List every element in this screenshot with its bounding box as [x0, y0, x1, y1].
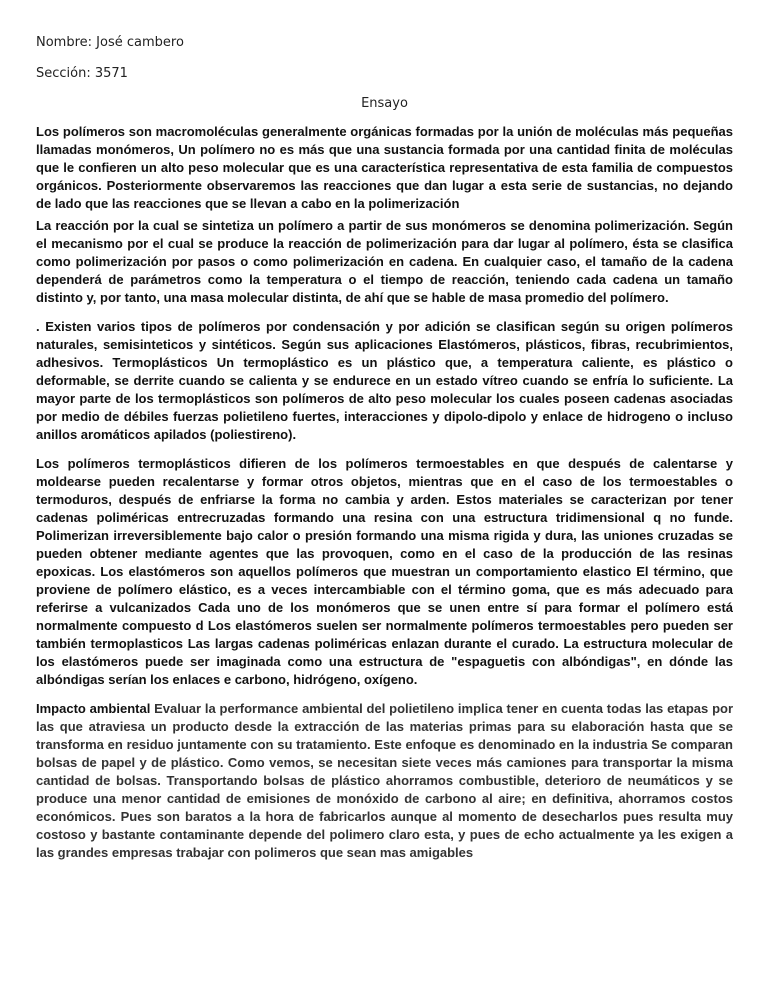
student-name: Nombre: José cambero [36, 35, 184, 50]
paragraph-environmental-impact [36, 700, 733, 862]
paragraph-intro: Los polímeros son macromoléculas generalmente orgánicas formadas por la unión de moléculas más pequeñas llamadas monómeros, Un polímero no es más que una sustancia formada por una cantidad finita de moléculas que le confieren un alto peso molecular que es una característica representativa de esta familia de compuestos orgánicos. Posteriormente observaremos las reacciones que dan lugar a esta serie de sustancias, no dejando de lado que las reacciones que se llevan a cabo en la polimerización [36, 124, 733, 211]
document-title: Ensayo [361, 96, 408, 111]
section-number: Sección: 3571 [36, 66, 128, 81]
paragraph-types: . Existen varios tipos de polímeros por condensación y por adición se clasifican según su origen polímeros naturales, semisinteticos y sintéticos. Según sus aplicaciones Elastómeros, plásticos, fibras, recubrimientos, adhesivos. Termoplásticos Un termoplástico es un plástico que, a temperatura caliente, es plástico o deformable, se derrite cuando se calienta y se endurece en un estado vítreo cuando se enfría lo suficiente. La mayor parte de los termoplásticos son polímeros de alto peso molecular los cuales poseen cadenas asociadas por medio de débiles fuerzas polietileno fuertes, interacciones y dipolo-dipolo y enlace de hidrogeno o incluso anillos aromáticos apilados (poliestireno). [36, 319, 733, 442]
document-page [36, 34, 733, 862]
paragraph-thermoplastics: Los polímeros termoplásticos difieren de los polímeros termoestables en que después de calentarse y moldearse pueden recalentarse y formar otros objetos, mientras que en el caso de los termoestables o termoduros, después de enfriarse la forma no cambia y arden. Estos materiales se caracterizan por tener cadenas poliméricas entrecruzadas formando una resina con una estructura tridimensional q no funde. Polimerizan irreversiblemente bajo calor o presión formando una misma rigida y dura, las uniones cruzadas se pueden obtener mediante agentes que las provoquen, como en el caso de la producción de las resinas epoxicas. Los elastómeros son aquellos polímeros que muestran un comportamiento elastico El término, que proviene de polímero elástico, es a veces intercambiable con el término goma, que es más adecuado para referirse a vulcanizados Cada uno de los monómeros que se unen entre sí para formar el polímero está normalmente compuesto d Los elastómeros suelen ser normalmente polímeros termoestables pero pueden ser también termoplasticos Las largas cadenas poliméricas enlazan durante el curado. La estructura molecular de los elastómeros puede ser imaginada como una estructura de "espaguetis con albóndigas", en dónde las albóndigas serían los enlaces e carbono, hidrógeno, oxígeno. [36, 456, 733, 687]
environmental-impact-heading: Impacto ambiental [36, 701, 151, 716]
environmental-impact-body: Evaluar la performance ambiental del polietileno implica tener en cuenta todas las etapas por las que atraviesa un producto desde la extracción de las materias primas para su elaboración hasta que se transforma en residuo juntamente con su tratamiento. Este enfoque es denominado en la industria Se comparan bolsas de papel y de plástico. Como vemos, se necesitan siete veces más camiones para transportar la misma cantidad de bolsas. Transportando bolsas de plástico ahorramos combustible, deterioro de neumáticos y se produce una menor cantidad de emisiones de monóxido de carbono al aire; en definitiva, ahorramos costos económicos. Pues son baratos a la hora de fabricarlos aunque al momento de desecharlos pues resulta muy costoso y bastante contaminante depende del polimero claro esta, y pues de echo actualmente ya les exigen a las grandes empresas trabajar con polimeros que sean mas amigables [36, 701, 734, 860]
paragraph-polymerization: La reacción por la cual se sintetiza un polímero a partir de sus monómeros se denomina polimerización. Según el mecanismo por el cual se produce la reacción de polimerización para dar lugar al polímero, ésta se clasifica como polimerización por pasos o como polimerización en cadena. En cualquier caso, el tamaño de la cadena dependerá de parámetros como la temperatura o el tiempo de reacción, teniendo cada cadena un tamaño distinto y, por tanto, una masa molecular distinta, de ahí que se hable de masa promedio del polímero. [36, 218, 733, 305]
